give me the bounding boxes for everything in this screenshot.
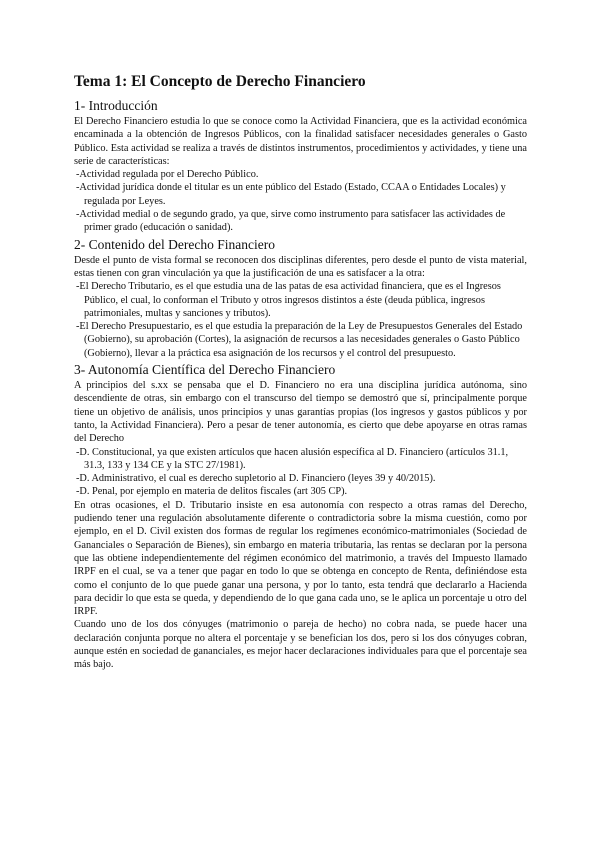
section-paragraph: El Derecho Financiero estudia lo que se conoce como la Actividad Financiera, que es la actividad económica encaminada a la obtención de Ingresos Públicos, con la finalidad satisfacer necesidades generales o Gasto Público. Esta actividad se realiza a través de distintos instrumentos, procedimientos y actividades, y tiene una serie de características:: [74, 116, 527, 167]
section-paragraph: En otras ocasiones, el D. Tributario insiste en esa autonomía con respecto a otras ramas del Derecho, pudiendo tener una regulación absolutamente diferente o contradictoria sobre la misma cuestión, como por ejemplo, en el D. Civil existen dos formas de regular los regímenes económico-matrimoniales (Sociedad de Gananciales o Separación de Bienes), sin embargo en materia tributaria, las rentas se declaran por la persona que las obtiene independientemente del régimen económico del matrimonio, a través del Impuesto llamado IRPF en el cual, se va a tener que pagar en todo lo que se obtenga en concepto de Renta, definiéndose esta como el conjunto de lo que puede ganar una persona, y por lo tanto, esta tendrá que declararlo a Hacienda para decidir lo que esta se queda, y dependiendo de lo que gana cada uno, se le aplica un porcentaje u otro del IRPF.: [74, 499, 527, 618]
section-paragraph: Cuando uno de los dos cónyuges (matrimonio o pareja de hecho) no cobra nada, se puede hacer una declaración conjunta porque no altera el porcentaje y se benefician los dos, pero si los dos cónyuges cobran, aunque estén en sociedad de gananciales, es mejor hacer declaraciones individuales para que el porcentaje sea más bajo.: [74, 619, 527, 671]
list-item: -D. Administrativo, el cual es derecho supletorio al D. Financiero (leyes 39 y 40/2015).: [76, 473, 436, 485]
list-item: -Actividad jurídica donde el titular es un ente público del Estado (Estado, CCAA o Entidades Locales) y regulada por Leyes.: [76, 182, 506, 207]
document-title: Tema 1: El Concepto de Derecho Financiero: [74, 73, 366, 90]
section-paragraph: A principios del s.xx se pensaba que el D. Financiero no era una disciplina jurídica autónoma, sino descendiente de otras, sin embargo con el transcurso del tiempo se demostró que sí, principalmente porque tiene un objetivo de análisis, unos principios y unas garantías propias (los ingresos y gastos públicos y por tanto, la Actividad Financiera). Pero a pesar de tener autonomía, es cierto que debe apoyarse en otras ramas del Derecho: [74, 380, 527, 445]
section-heading: 1- Introducción: [74, 98, 158, 113]
list-item: -D. Penal, por ejemplo en materia de delitos fiscales (art 305 CP).: [76, 486, 348, 498]
section-introduccion: [74, 98, 527, 235]
list-item: -Actividad medial o de segundo grado, ya que, sirve como instrumento para satisfacer las actividades de primer grado (educación o sanidad).: [76, 209, 506, 234]
list-item: -Actividad regulada por el Derecho Público.: [76, 169, 259, 181]
section-contenido: [74, 237, 527, 360]
list-item: -D. Constitucional, ya que existen artículos que hacen alusión específica al D. Financiero (artículos 31.1, 31.3, 133 y 134 CE y la STC 27/1981).: [76, 446, 509, 471]
list-item: -El Derecho Tributario, es el que estudia una de las patas de esa actividad financiera, que es el Ingresos Público, el cual, lo conforman el Tributo y otros ingresos distintos a éste (deuda pública, ingresos patrimoniales, multas y sanciones y tributos).: [76, 281, 501, 319]
characteristics-list: [74, 168, 527, 234]
section-heading: 2- Contenido del Derecho Financiero: [74, 236, 275, 252]
section-autonomia: [74, 362, 527, 672]
section-heading: 3- Autonomía Científica del Derecho Financiero: [74, 362, 336, 378]
disciplines-list: [74, 280, 527, 360]
branches-list: [74, 446, 527, 499]
section-paragraph: Desde el punto de vista formal se reconocen dos disciplinas diferentes, pero desde el punto de vista material, estas tienen con gran vinculación ya que la justificación de una es satisfacer a la otra:: [74, 254, 527, 279]
list-item: -El Derecho Presupuestario, es el que estudia la preparación de la Ley de Presupuestos Generales del Estado (Gobierno), su aprobación (Cortes), la asignación de recursos a las necesidades generales o Gasto Público (Gobierno), llevar a la práctica esa asignación de los recursos y el control del presupuesto.: [76, 321, 523, 359]
